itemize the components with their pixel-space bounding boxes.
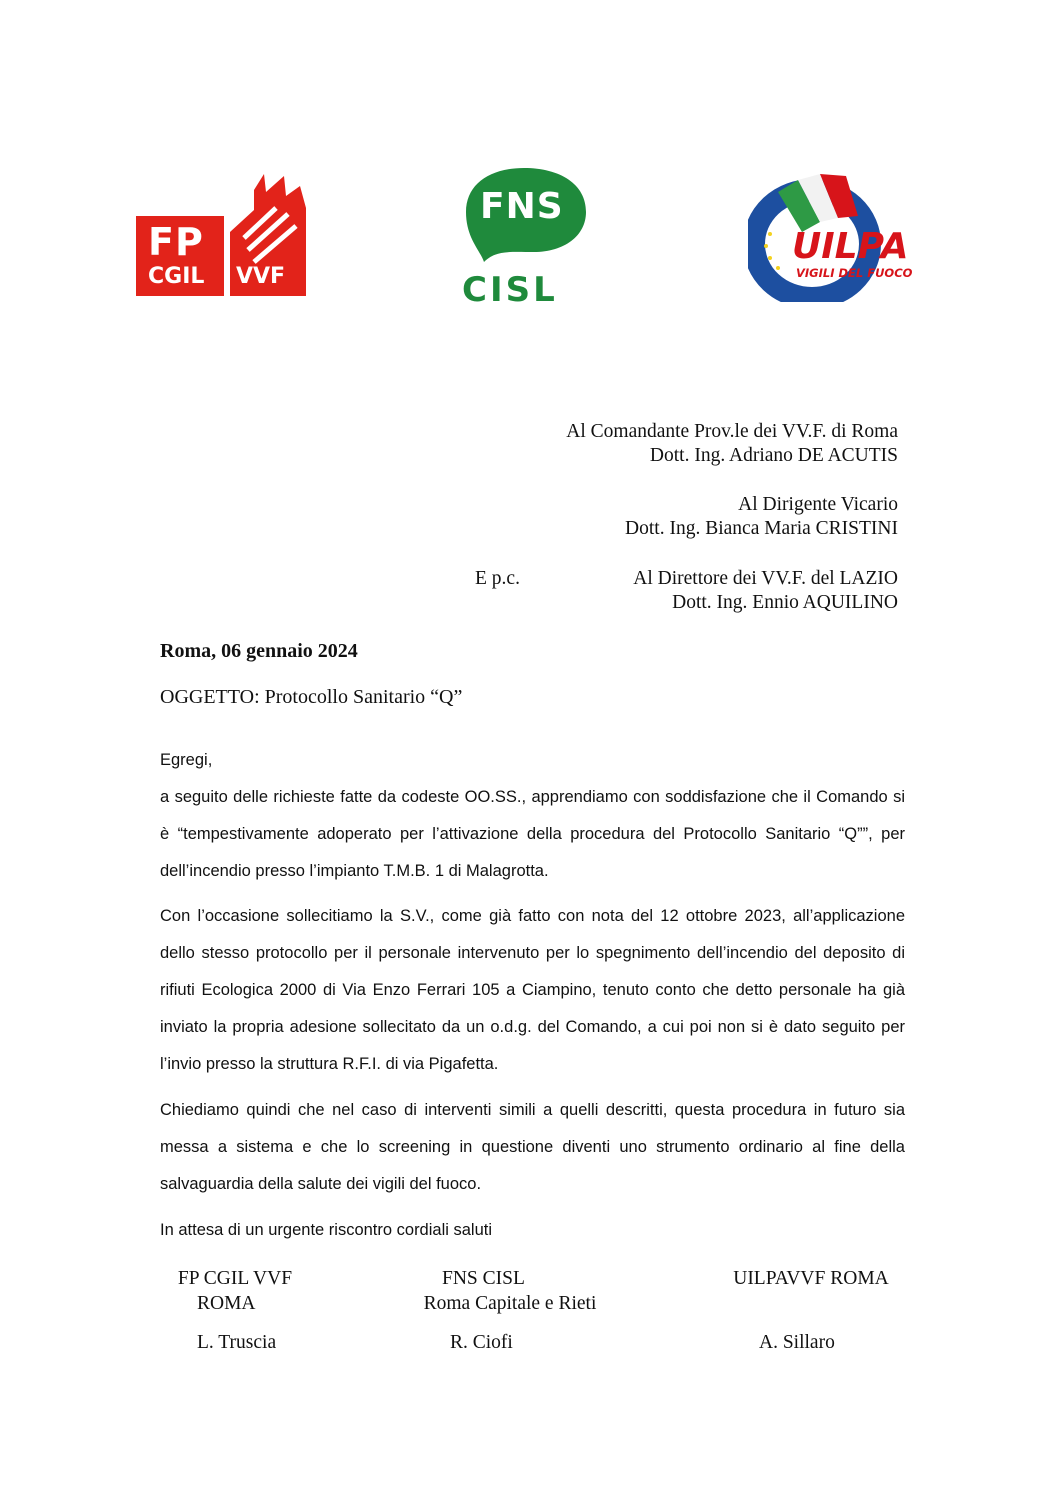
signature-fp-cgil-org: FP CGIL VVF: [177, 1268, 293, 1289]
signature-fns-cisl-region: Roma Capitale e Rieti: [423, 1293, 597, 1314]
closing: In attesa di un urgente riscontro cordiali saluti: [160, 1221, 493, 1239]
signature-fp-cgil-city: ROMA: [197, 1293, 256, 1314]
epc-label: E p.c.: [475, 568, 520, 589]
addressee-direttore: [633, 567, 898, 615]
addressee-comandante-name: Dott. Ing. Adriano DE ACUTIS: [649, 445, 898, 466]
addressee-comandante-title: Al Comandante Prov.le dei VV.F. di Roma: [566, 421, 898, 442]
paragraph-3: Chiediamo quindi che nel caso di interventi simili a quelli descritti, questa procedura in futuro sia messa a sistema e che lo screening in questione diventi uno strumento ordinario al fine della salvaguardia della salute dei vigili del fuoco.: [160, 1101, 905, 1193]
paragraph-1: a seguito delle richieste fatte da codeste OO.SS., apprendiamo con soddisfazione che il Comando si è “tempestivamente adoperato per l’attivazione della procedura del Protocollo Sanitario “Q””, per dell’incendio presso l’impianto T.M.B. 1 di Malagrotta.: [160, 788, 905, 880]
uilpa-label: UILPA: [792, 226, 909, 267]
signature-uilpa: [716, 1266, 906, 1354]
uilpa-logo: [748, 172, 920, 302]
addressee-comandante: [566, 420, 898, 468]
signature-fns-cisl-name: R. Ciofi: [450, 1332, 513, 1353]
paragraph-2: Con l’occasione sollecitiamo la S.V., come già fatto con nota del 12 ottobre 2023, all’applicazione dello stesso protocollo per il personale intervenuto per lo spegnimento dell’incendio del deposito di rifiuti Ecologica 2000 di Via Enzo Ferrari 105 a Ciampino, tenuto conto che detto personale ha già inviato la propria adesione sollecitato da un o.d.g. del Comando, a cui poi non si è dato seguito per l’invio presso la struttura R.F.I. di via Pigafetta.: [160, 907, 905, 1073]
signature-fns-cisl-org: FNS CISL: [442, 1268, 525, 1289]
uilpa-subtitle: VIGILI DEL FUOCO: [796, 266, 913, 280]
signature-uilpa-spacer: [716, 1291, 906, 1316]
signature-fp-cgil: [160, 1266, 310, 1354]
signature-fns-cisl: [400, 1266, 620, 1354]
fns-label: FNS: [480, 186, 564, 227]
cisl-label: CISL: [462, 270, 558, 310]
signature-uilpa-org: UILPAVVF ROMA: [733, 1268, 889, 1289]
addressee-direttore-title: Al Direttore dei VV.F. del LAZIO: [633, 568, 898, 589]
signature-uilpa-name: A. Sillaro: [759, 1332, 835, 1353]
addressee-vicario-name: Dott. Ing. Bianca Maria CRISTINI: [625, 518, 898, 539]
signature-fp-cgil-name: L. Truscia: [197, 1332, 277, 1353]
addressee-direttore-name: Dott. Ing. Ennio AQUILINO: [672, 592, 898, 613]
addressee-vicario: [625, 493, 898, 541]
letter-subject: OGGETTO: Protocollo Sanitario “Q”: [160, 686, 463, 708]
vvf-label: VVF: [236, 264, 286, 289]
greeting: Egregi,: [160, 751, 213, 769]
addressee-vicario-title: Al Dirigente Vicario: [738, 494, 898, 515]
cgil-label: CGIL: [148, 264, 205, 289]
fp-cgil-vvf-logo: [136, 168, 308, 298]
fp-label: FP: [148, 220, 204, 264]
letter-date: Roma, 06 gennaio 2024: [160, 640, 358, 662]
fns-cisl-logo: [462, 166, 592, 308]
